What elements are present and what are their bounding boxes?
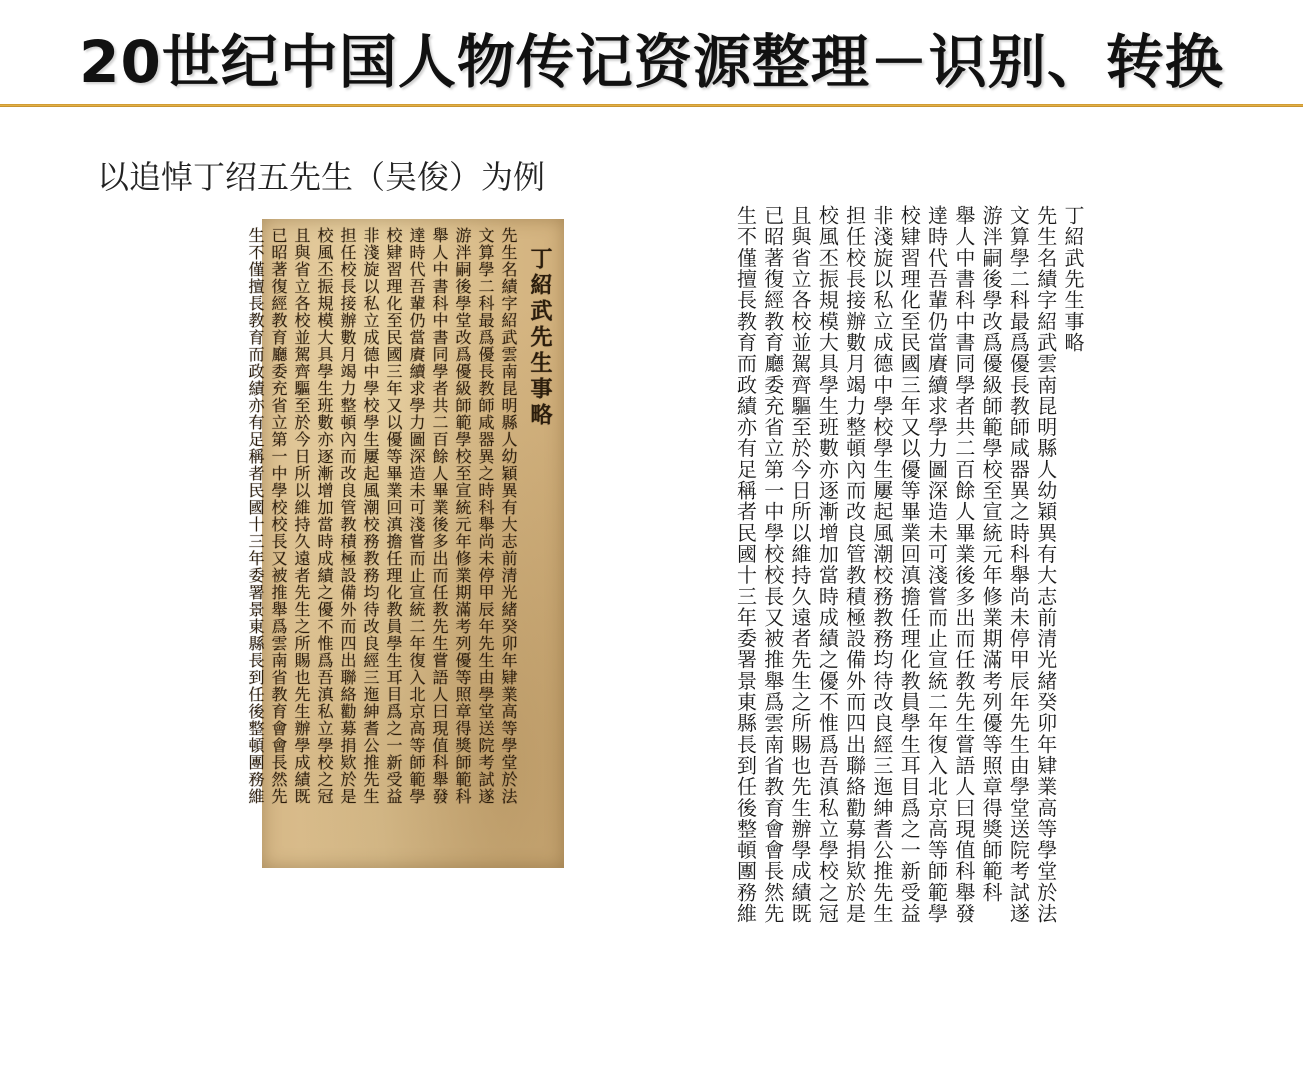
scan-heading: 丁紹武先生事略: [527, 247, 553, 429]
transcript-heading: 丁紹武先生事略: [1061, 205, 1085, 354]
scan-column: 已昭著復經教育廳委充省立第一中學校校長又被推舉爲雲南省教育會會長然先: [269, 227, 288, 805]
transcript-column: 非淺旋以私立成德中學校學生屢起風潮校務教務均待改良經三迤紳耆公推先生: [869, 205, 894, 925]
title-divider: [0, 104, 1303, 107]
scan-column: 担任校長接辦數月竭力整頓內而改良管教積極設備外而四出聯絡勸募捐欵於是: [338, 227, 357, 805]
transcript-column: 先生名績字紹武雲南昆明縣人幼穎異有大志前清光緒癸卯年肄業高等學堂於法: [1033, 205, 1058, 925]
transcript-column: 校風丕振規模大具學生班數亦逐漸增加當時成績之優不惟爲吾滇私立學校之冠: [815, 205, 840, 925]
scanned-document-image: [246, 219, 564, 868]
transcript-column: 校肄習理化至民國三年又以優等畢業回滇擔任理化教員學生耳目爲之一新受益: [897, 205, 922, 925]
subtitle: 以追悼丁绍五先生（吴俊）为例: [97, 158, 546, 196]
scan-column: 舉人中書科中書同學者共二百餘人畢業後多出而任教先生嘗語人曰現值科舉發: [430, 227, 449, 805]
scan-column: 先生名績字紹武雲南昆明縣人幼穎異有大志前清光緒癸卯年肄業高等學堂於法: [499, 227, 518, 805]
scan-column: 非淺旋以私立成德中學校學生屢起風潮校務教務均待改良經三迤紳耆公推先生: [361, 227, 380, 805]
scan-column: 校風丕振規模大具學生班數亦逐漸增加當時成績之優不惟爲吾滇私立學校之冠: [315, 227, 334, 805]
transcript-column: 已昭著復經教育廳委充省立第一中學校校長又被推舉爲雲南省教育會會長然先: [760, 205, 785, 925]
transcript-column: 且與省立各校並駕齊驅至於今日所以維持久遠者先生之所賜也先生辦學成績既: [788, 205, 813, 925]
transcription-text: [708, 205, 1086, 1031]
scan-column: 文算學二科最爲優長教師咸器異之時科舉尚未停甲辰年先生由學堂送院考試遂: [476, 227, 495, 805]
transcript-column: 達時代吾輩仍當賡續求學力圖深造未可淺嘗而止宣統二年復入北京高等師範學: [924, 205, 949, 925]
scan-column: 生不僅擅長教育而政績亦有足稱者民國十三年委署景東縣長到任後整頓團務維: [246, 227, 265, 805]
transcript-column: 游泮嗣後學改爲優級師範學校至宣統元年修業期滿考列優等照章得獎師範科: [979, 205, 1004, 903]
scan-column: 且與省立各校並駕齊驅至於今日所以維持久遠者先生之所賜也先生辦學成績既: [292, 227, 311, 805]
transcript-column: 生不僅擅長教育而政績亦有足稱者民國十三年委署景東縣長到任後整頓團務維: [733, 205, 758, 925]
scan-column: 達時代吾輩仍當賡續求學力圖深造未可淺嘗而止宣統二年復入北京高等師範學: [407, 227, 426, 805]
scan-column: 校肄習理化至民國三年又以優等畢業回滇擔任理化教員學生耳目爲之一新受益: [384, 227, 403, 805]
scanned-text-columns: [244, 227, 556, 860]
scan-column: 游泮嗣後學堂改爲優級師範學校至宣統元年修業期滿考列優等照章得獎師範科: [453, 227, 472, 805]
transcript-column: 担任校長接辦數月竭力整頓內而改良管教積極設備外而四出聯絡勸募捐欵於是: [842, 205, 867, 925]
transcript-column: 舉人中書科中書同學者共二百餘人畢業後多出而任教先生嘗語人曰現值科舉發: [951, 205, 976, 925]
slide-title: 20世纪中国人物传记资源整理－识别、转换: [79, 28, 1224, 96]
transcript-column: 文算學二科最爲優長教師咸器異之時科舉尚未停甲辰年先生由學堂送院考試遂: [1006, 205, 1031, 925]
